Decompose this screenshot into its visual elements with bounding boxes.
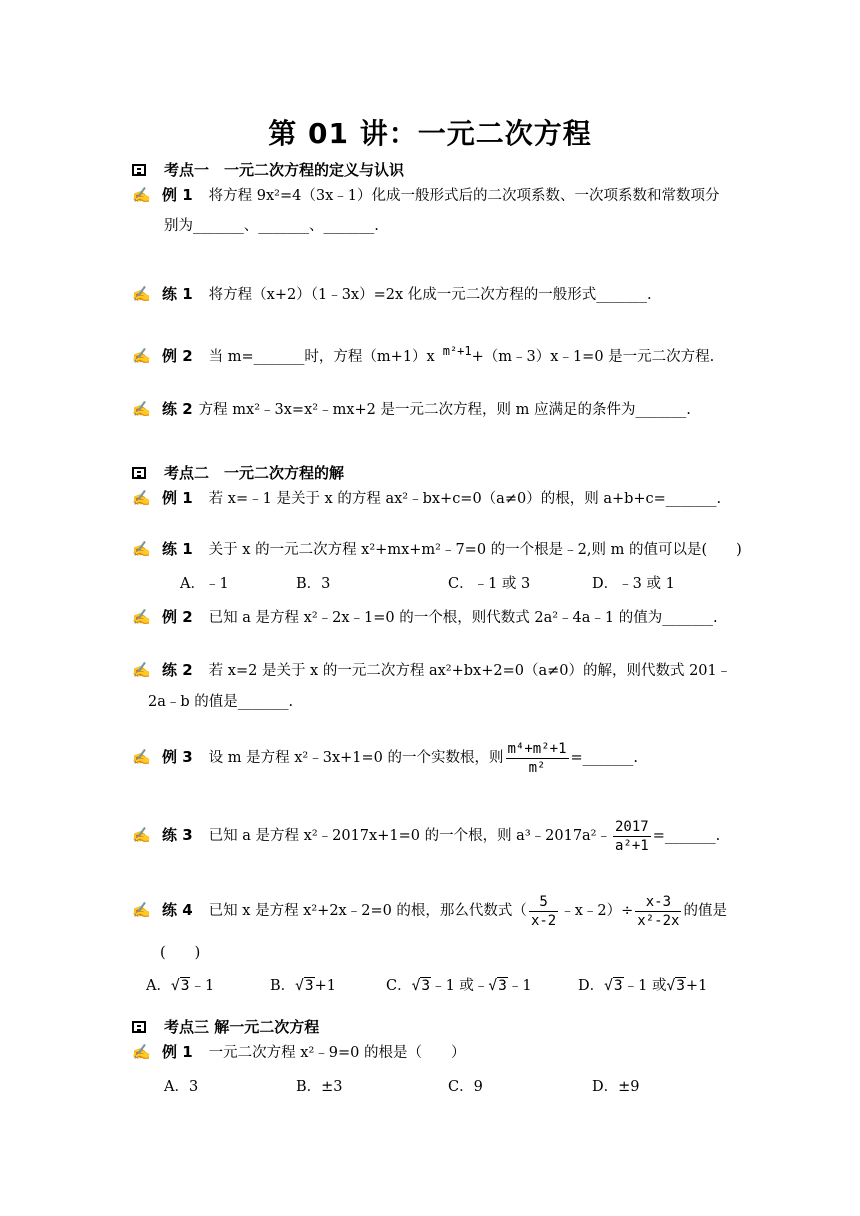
- s1-practice-2: [132, 399, 691, 420]
- option-a: A．﹣1: [180, 576, 229, 592]
- sqrt: √3: [170, 978, 190, 994]
- radicand: 3: [421, 978, 431, 994]
- item-tag: 练 4: [162, 901, 193, 919]
- option-c: C．﹣1 或 3: [448, 576, 531, 592]
- item-tag: 例 3: [162, 748, 193, 766]
- pen-icon: ✍: [132, 186, 151, 204]
- s1-example-1-cont: 别为_______、_______、_______.: [164, 218, 379, 234]
- option-a: A．3: [164, 1079, 199, 1095]
- option-text: +1: [314, 978, 336, 994]
- item-tag: 例 1: [162, 489, 193, 507]
- item-text: +（m﹣3）x﹣1=0 是一元二次方程.: [471, 349, 715, 365]
- radicand: 3: [304, 978, 314, 994]
- section-heading-text: 考点三 解一元二次方程: [164, 1018, 320, 1036]
- option-letter: B．: [270, 978, 296, 994]
- radicand: 3: [676, 978, 685, 994]
- page-title: 第 01 讲：一元二次方程: [268, 117, 592, 150]
- option-letter: C．: [386, 978, 412, 994]
- radicand: 3: [613, 978, 623, 994]
- radicand: 3: [180, 978, 190, 994]
- s1-example-1: [132, 185, 720, 206]
- radicand: 3: [498, 978, 507, 994]
- option-b: B．±3: [296, 1079, 343, 1095]
- option-c: [386, 974, 532, 995]
- section-heading-text: 考点一 一元二次方程的定义与认识: [164, 161, 405, 179]
- section-heading-2: [132, 463, 344, 483]
- answer-paren: ( ): [160, 945, 201, 961]
- option-text: ﹣1 或: [623, 978, 667, 994]
- pen-icon: ✍: [132, 285, 151, 303]
- fraction: [506, 740, 569, 777]
- item-text: =_______.: [652, 828, 721, 844]
- item-text: 当 m=_______时，方程（m+1）x: [208, 349, 435, 365]
- denominator: a²+1: [615, 837, 649, 854]
- item-text: 已知 a 是方程 x²﹣2017x+1=0 的一个根，则 a³﹣2017a²﹣: [208, 828, 611, 844]
- item-text: 方程 mx²﹣3x=x²﹣mx+2 是一元二次方程，则 m 应满足的条件为_______.: [198, 402, 691, 418]
- s2-practice-2: [132, 660, 731, 681]
- item-text: 若 x=2 是关于 x 的一元二次方程 ax²+bx+2=0（a≠0）的解，则代数式 201﹣: [208, 663, 732, 679]
- pen-icon: ✍: [132, 1043, 151, 1061]
- option-text: ﹣1: [190, 978, 215, 994]
- option-d: D．±9: [592, 1079, 640, 1095]
- denominator: x²-2x: [637, 912, 680, 929]
- s2-example-3: [132, 735, 638, 780]
- item-text: 若 x=﹣1 是关于 x 的方程 ax²﹣bx+c=0（a≠0）的根，则 a+b+c=_______.: [208, 491, 722, 507]
- item-text: 的值是: [683, 903, 727, 919]
- pen-icon: ✍: [132, 661, 151, 679]
- sqrt: √3: [411, 978, 431, 994]
- section-icon: [132, 467, 146, 479]
- fraction: [613, 818, 651, 855]
- section-icon: [132, 1021, 146, 1033]
- item-text: 设 m 是方程 x²﹣3x+1=0 的一个实数根，则: [208, 750, 504, 766]
- item-text: 已知 x 是方程 x²+2x﹣2=0 的根，那么代数式（: [208, 903, 527, 919]
- numerator: x-3: [635, 893, 681, 912]
- item-tag: 练 3: [162, 826, 193, 844]
- item-tag: 例 1: [162, 186, 193, 204]
- sqrt: √3: [666, 978, 685, 994]
- s2-practice-3: [132, 813, 720, 858]
- item-tag: 练 2: [162, 661, 193, 679]
- s3-example-1: [132, 1042, 465, 1063]
- section-heading-1: [132, 160, 404, 180]
- item-tag: 练 2: [162, 400, 193, 418]
- item-tag: 例 2: [162, 347, 193, 365]
- option-d: [578, 974, 707, 995]
- pen-icon: ✍: [132, 489, 151, 507]
- section-heading-text: 考点二 一元二次方程的解: [164, 464, 345, 482]
- item-text: 关于 x 的一元二次方程 x²+mx+m²﹣7=0 的一个根是﹣2,则 m 的值可以是( ): [208, 542, 742, 558]
- sqrt: √3: [488, 978, 507, 994]
- denominator: m²: [528, 759, 546, 776]
- s1-example-2: [132, 341, 714, 367]
- item-text: 已知 a 是方程 x²﹣2x﹣1=0 的一个根，则代数式 2a²﹣4a﹣1 的值为_______.: [208, 610, 718, 626]
- option-b: B．3: [296, 576, 331, 592]
- pen-icon: ✍: [132, 347, 151, 365]
- option-b: [270, 974, 336, 995]
- denominator: x-2: [530, 912, 557, 929]
- fraction: [635, 893, 681, 930]
- option-text: ﹣1: [507, 978, 532, 994]
- option-letter: D．: [578, 978, 605, 994]
- option-text: ﹣1 或﹣: [431, 978, 489, 994]
- pen-icon: ✍: [132, 748, 151, 766]
- numerator: m⁴+m²+1: [507, 740, 567, 757]
- item-text: ﹣x﹣2）÷: [560, 903, 634, 919]
- numerator: 5: [529, 893, 558, 912]
- item-text: 将方程（x+2）（1﹣3x）=2x 化成一元二次方程的一般形式_______.: [208, 287, 652, 303]
- s2-practice-4: [132, 888, 727, 933]
- item-text: =_______.: [570, 750, 639, 766]
- fraction: [529, 893, 558, 930]
- pen-icon: ✍: [132, 608, 151, 626]
- section-icon: [132, 164, 146, 176]
- pen-icon: ✍: [132, 826, 151, 844]
- pen-icon: ✍: [132, 540, 151, 558]
- exponent: m²+1: [442, 344, 472, 358]
- option-d: D．﹣3 或 1: [592, 576, 675, 592]
- s2-example-1: [132, 488, 721, 509]
- item-text: 将方程 9x²=4（3x﹣1）化成一般形式后的二次项系数、一次项系数和常数项分: [208, 188, 720, 204]
- pen-icon: ✍: [132, 901, 151, 919]
- s2-practice-1: [132, 539, 742, 560]
- s2-example-2: [132, 607, 718, 628]
- item-text: 一元二次方程 x²﹣9=0 的根是（ ）: [208, 1045, 466, 1061]
- item-tag: 例 2: [162, 608, 193, 626]
- option-letter: A．: [146, 978, 171, 994]
- item-tag: 练 1: [162, 540, 193, 558]
- pen-icon: ✍: [132, 400, 151, 418]
- item-tag: 例 1: [162, 1043, 193, 1061]
- option-text: +1: [685, 978, 708, 994]
- option-a: [146, 974, 214, 995]
- option-c: C．9: [448, 1079, 483, 1095]
- sqrt: √3: [295, 978, 314, 994]
- s2-practice-2-cont: 2a﹣b 的值是_______.: [148, 694, 294, 710]
- numerator: 2017: [615, 818, 649, 835]
- section-heading-3: [132, 1017, 319, 1037]
- sqrt: √3: [604, 978, 623, 994]
- s1-practice-1: [132, 284, 652, 305]
- item-tag: 练 1: [162, 285, 193, 303]
